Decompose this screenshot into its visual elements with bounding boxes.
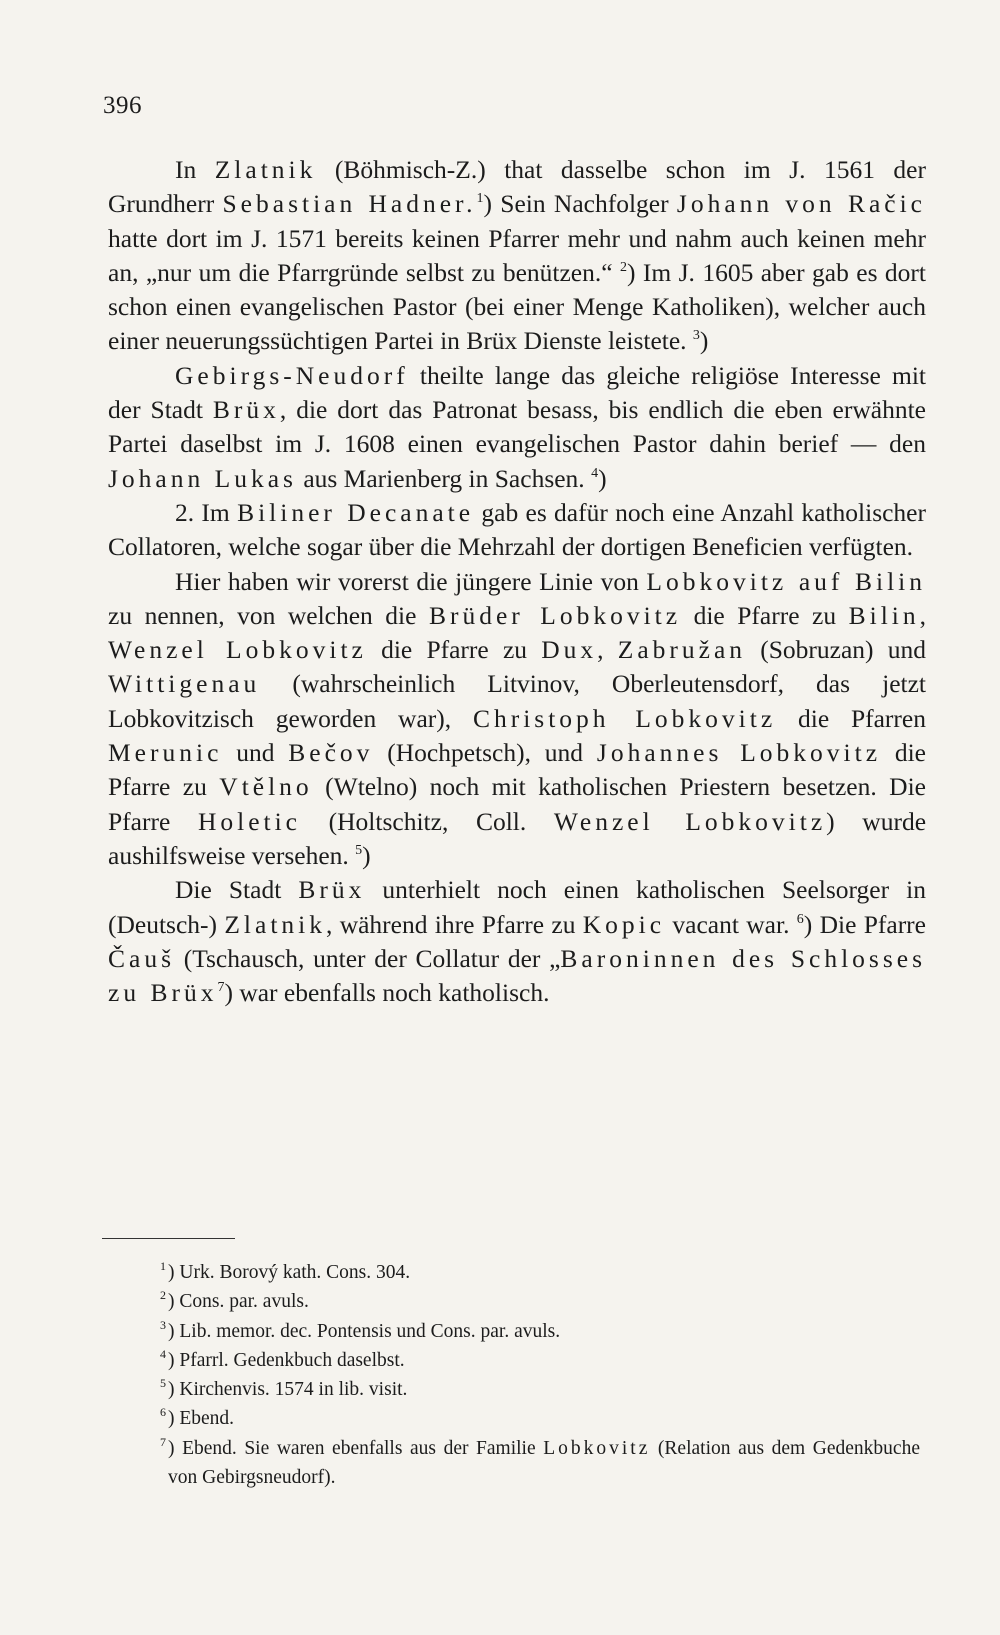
paragraph-zlatnik: [108, 153, 926, 359]
person-name: Lobkovitz: [543, 1437, 651, 1459]
footnote-text: ) Ebend. Sie waren ebenfalls aus der Familie: [168, 1437, 544, 1459]
footnote-text: ) Urk. Borový kath. Cons. 304.: [168, 1262, 411, 1283]
footnote-ref[interactable]: 1: [476, 191, 484, 207]
place-name: Brüx: [212, 395, 280, 425]
text-span: (Tschausch, unter der Collatur der „: [175, 943, 561, 973]
footnote-5: [98, 1375, 920, 1404]
place-name: Wittigenau: [108, 669, 261, 699]
footnote-mark: 6: [160, 1405, 166, 1420]
place-name: Kopic: [582, 909, 666, 939]
text-span: , die dort das Patronat besass, bis endlich die eben erwähnte Partei daselbst im J. 1608 einen evangelischen Pastor dahin berief — den: [108, 395, 926, 459]
paragraph-decanat: [108, 496, 926, 565]
footnote-text: ) Cons. par. avuls.: [168, 1291, 309, 1313]
place-name: Bečov: [288, 738, 374, 768]
footnote-mark: 4: [160, 1346, 166, 1361]
footnote-7: [98, 1434, 920, 1493]
paragraph-lobkovitz: [108, 565, 926, 874]
text-span: (wahrscheinlich Litvinov, Oberleutensdorf, das jetzt Lobkovitzisch geworden war),: [108, 669, 926, 733]
footnote-mark: 1: [160, 1259, 166, 1273]
text-span: Hier haben wir vorerst die jüngere Linie von: [175, 566, 647, 596]
text-span: ) war ebenfalls noch katholisch.: [224, 978, 550, 1008]
text-span: (Hochpetsch), und: [373, 738, 597, 768]
text-span: ): [699, 326, 709, 356]
footnote-2: [98, 1287, 920, 1316]
person-name: Johann von Račic: [676, 189, 926, 219]
text-span: theilte lange das gleiche religiöse Interesse mit der Stadt: [108, 360, 926, 425]
place-name: Gebirgs-Neudorf: [175, 360, 409, 390]
place-name: Holetic: [197, 806, 301, 836]
text-span: vacant war.: [665, 909, 797, 939]
text-span: , während ihre Pfarre zu: [326, 909, 583, 939]
place-name: Vtělno: [219, 772, 313, 802]
person-name: Johann Lukas: [108, 463, 297, 493]
text-span: ) Die Pfarre: [803, 909, 926, 939]
place-name: Čauš: [108, 943, 175, 973]
paragraph-neudorf: [108, 359, 926, 496]
text-span: ) Sein Nachfolger: [483, 189, 677, 219]
person-name: Lobkovitz auf Bilin: [646, 566, 926, 596]
place-name: Biliner Decanate: [237, 497, 475, 527]
footnote-text: ) Lib. memor. dec. Pontensis und Cons. par. avuls.: [168, 1320, 561, 1342]
text-span: ): [362, 840, 371, 870]
footnote-text: ) Pfarrl. Gedenkbuch daselbst.: [168, 1349, 405, 1371]
place-name: Brüx: [298, 875, 366, 905]
footnote-text: ) Kirchenvis. 1574 in lib. visit.: [168, 1379, 408, 1401]
place-name: Merunic: [108, 738, 223, 768]
footnote-mark: 7: [160, 1434, 166, 1449]
person-name: Johannes Lobkovitz: [596, 738, 882, 768]
text-span: die Pfarre zu: [108, 738, 926, 802]
text-span: (Sobruzan) und: [746, 635, 927, 665]
person-name: Baroninnen des Schlosses zu Brüx: [108, 943, 926, 1008]
text-span: die Pfarre zu: [366, 635, 542, 665]
text-span: gab es dafür noch eine Anzahl katholischer Collatoren, welche sogar über die Mehrzahl der dortigen Beneficien verfügten.: [108, 497, 926, 562]
text-span: die Pfarren: [776, 703, 926, 733]
text-span: ): [598, 463, 607, 493]
text-span: Die Stadt: [175, 875, 299, 905]
text-span: (Böhmisch-Z.) that dasselbe schon im J. 1561 der Grundherr: [108, 155, 926, 219]
footnote-mark: 3: [160, 1317, 166, 1332]
text-span: unterhielt noch einen katholischen Seelsorger in (Deutsch-): [108, 875, 926, 939]
person-name: Wenzel Lobkovitz: [108, 635, 367, 665]
main-text: [108, 153, 926, 1010]
text-span: ,: [919, 600, 927, 630]
text-span: und: [222, 738, 289, 768]
text-span: aus Marienberg in Sachsen.: [296, 463, 592, 493]
footnote-4: [98, 1346, 920, 1375]
footnotes: [98, 1258, 920, 1492]
footnote-ref[interactable]: 3: [692, 328, 700, 344]
footnote-ref[interactable]: 5: [355, 842, 363, 858]
text-span: 2. Im: [175, 497, 238, 527]
footnote-mark: 5: [160, 1376, 166, 1391]
footnote-mark: 2: [160, 1288, 166, 1303]
footnote-divider: [102, 1238, 235, 1239]
person-name: Wenzel Lobkovitz: [553, 806, 827, 836]
footnote-6: [98, 1404, 920, 1433]
footnote-ref[interactable]: 7: [217, 980, 225, 996]
place-name: Zabružan: [617, 635, 747, 665]
text-span: zu nennen, von welchen die: [108, 600, 429, 630]
page-number: 396: [103, 92, 142, 119]
text-span: ,: [597, 635, 618, 665]
person-name: Sebastian Hadner.: [222, 189, 477, 219]
person-name: Christoph Lobkovitz: [472, 703, 777, 733]
text-span: ) wurde aushilfsweise versehen.: [108, 806, 927, 870]
footnote-ref[interactable]: 2: [619, 259, 627, 275]
footnote-text: ) Ebend.: [168, 1408, 235, 1430]
paragraph-brux: [108, 873, 926, 1010]
text-span: ) Im J. 1605 aber gab es dort schon einen evangelischen Pastor (bei einer Menge Katholiken), welcher auch einer neuerungssüchtigen Partei in Brüx Dienste leistete.: [108, 257, 926, 356]
text-span: (Holtschitz, Coll.: [301, 806, 554, 836]
place-name: Bilin: [848, 600, 920, 630]
text-span: hatte dort im J. 1571 bereits keinen Pfarrer mehr und nahm auch keinen mehr an, „nur um die Pfarrgründe selbst zu benützen.“: [108, 223, 926, 287]
footnote-ref[interactable]: 4: [591, 465, 599, 481]
text-span: In: [175, 155, 215, 184]
footnote-text: (Relation aus dem Gedenkbuche von Gebirgsneudorf).: [168, 1437, 920, 1489]
person-name: Brüder Lobkovitz: [428, 600, 682, 630]
place-name: Zlatnik: [224, 909, 327, 939]
place-name: Zlatnik: [214, 155, 317, 184]
footnote-3: [98, 1317, 920, 1346]
text-span: (Wtelno) noch mit katholischen Priestern besetzen. Die Pfarre: [108, 772, 926, 836]
text-span: die Pfarre zu: [681, 600, 849, 630]
place-name: Dux: [541, 635, 598, 665]
footnote-ref[interactable]: 6: [796, 911, 804, 927]
footnote-1: [98, 1258, 920, 1287]
